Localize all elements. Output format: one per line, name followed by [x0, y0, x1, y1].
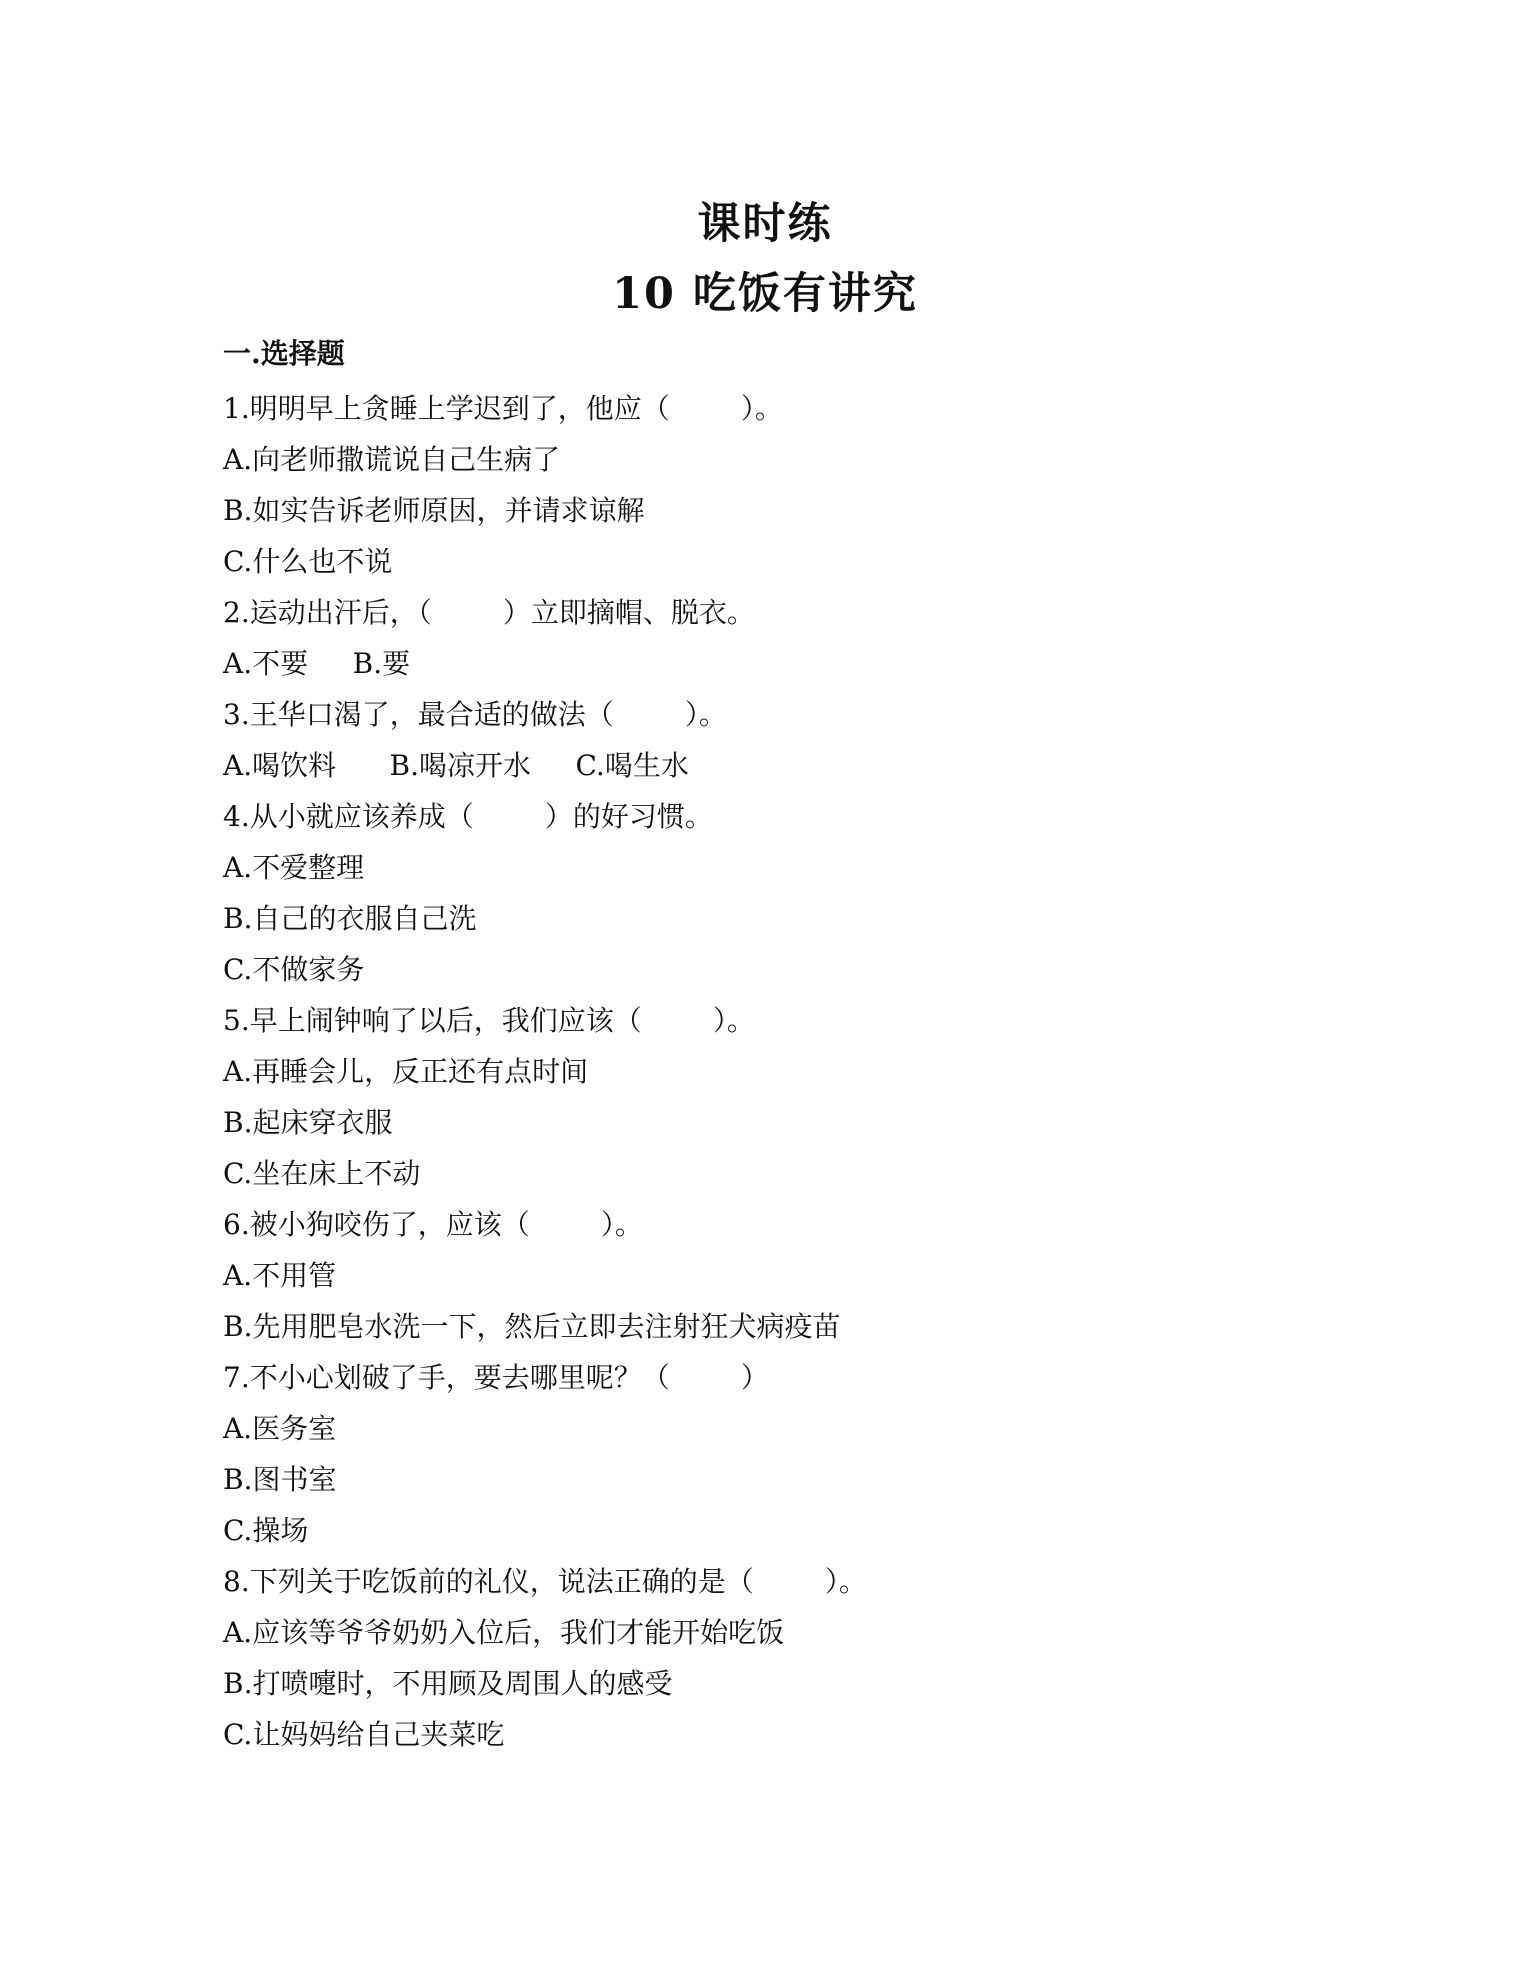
option-8b: B.打喷嚏时，不用顾及周围人的感受	[223, 1667, 673, 1700]
lesson-title: 10 吃饭有讲究	[612, 269, 918, 319]
option-1c: C.什么也不说	[223, 545, 393, 578]
options-3: A.喝饮料 B.喝凉开水 C.喝生水	[223, 749, 689, 782]
option-7b: B.图书室	[223, 1463, 337, 1496]
question-7: 7.不小心划破了手，要去哪里呢？（ ）	[223, 1361, 769, 1394]
question-5: 5.早上闹钟响了以后，我们应该（ ）。	[223, 1004, 755, 1037]
option-5a: A.再睡会儿，反正还有点时间	[223, 1055, 589, 1088]
option-4b: B.自己的衣服自己洗	[223, 902, 477, 935]
section-heading: 一.选择题	[223, 337, 345, 370]
question-1: 1.明明早上贪睡上学迟到了，他应（ ）。	[223, 392, 783, 425]
option-8c: C.让妈妈给自己夹菜吃	[223, 1718, 505, 1751]
option-6a: A.不用管	[223, 1259, 337, 1292]
option-1a: A.向老师撒谎说自己生病了	[223, 443, 561, 476]
option-7a: A.医务室	[223, 1412, 337, 1445]
options-2: A.不要 B.要	[223, 647, 411, 680]
option-6b: B.先用肥皂水洗一下，然后立即去注射狂犬病疫苗	[223, 1310, 841, 1343]
question-4: 4.从小就应该养成（ ）的好习惯。	[223, 800, 713, 833]
question-6: 6.被小狗咬伤了，应该（ ）。	[223, 1208, 643, 1241]
option-1b: B.如实告诉老师原因，并请求谅解	[223, 494, 645, 527]
option-8a: A.应该等爷爷奶奶入位后，我们才能开始吃饭	[223, 1616, 785, 1649]
option-7c: C.操场	[223, 1514, 309, 1547]
option-4c: C.不做家务	[223, 953, 365, 986]
question-3: 3.王华口渴了，最合适的做法（ ）。	[223, 698, 727, 731]
option-4a: A.不爱整理	[223, 851, 365, 884]
question-list	[223, 383, 1373, 1760]
option-5c: C.坐在床上不动	[223, 1157, 421, 1190]
question-8: 8.下列关于吃饭前的礼仪，说法正确的是（ ）。	[223, 1565, 867, 1598]
question-2: 2.运动出汗后，（ ）立即摘帽、脱衣。	[223, 596, 755, 629]
page-title: 课时练	[697, 199, 833, 249]
option-5b: B.起床穿衣服	[223, 1106, 393, 1139]
